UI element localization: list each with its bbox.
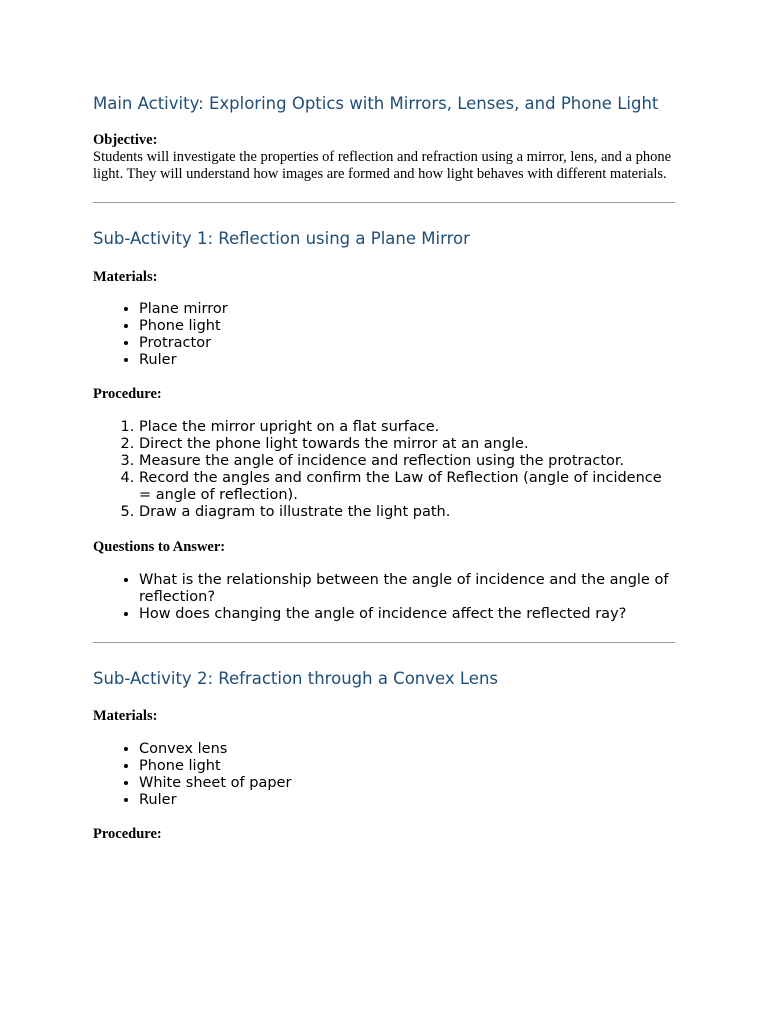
list-item: 4. Record the angles and confirm the Law of Reflection (angle of incidence = angle of reflection). xyxy=(139,470,675,504)
sub1-questions-label: Questions to Answer: xyxy=(93,538,226,555)
list-item: 1. Place the mirror upright on a flat surface. xyxy=(139,419,675,436)
list-item: 2. Direct the phone light towards the mirror at an angle. xyxy=(139,436,675,453)
sub2-procedure-label: Procedure: xyxy=(93,826,162,843)
main-activity-title: Main Activity: Exploring Optics with Mirrors, Lenses, and Phone Light xyxy=(93,94,659,113)
sub2-materials-list xyxy=(93,741,675,809)
list-item: • Ruler xyxy=(139,792,675,809)
list-item: • Plane mirror xyxy=(139,301,675,318)
objective-text: Students will investigate the properties of reflection and refraction using a mirror, lens, and a phone light. They will understand how images are formed and how light behaves with different materials. xyxy=(93,149,672,183)
sub1-materials-list xyxy=(93,301,675,369)
list-item: 3. Measure the angle of incidence and reflection using the protractor. xyxy=(139,453,675,470)
sub1-questions-list xyxy=(93,572,675,623)
sub1-materials-label: Materials: xyxy=(93,268,158,285)
list-item: • Convex lens xyxy=(139,741,675,758)
sub-activity-1-title: Sub-Activity 1: Reflection using a Plane Mirror xyxy=(93,228,470,248)
list-item: • What is the relationship between the angle of incidence and the angle of reflection? xyxy=(139,572,675,606)
objective-label: Objective: xyxy=(93,132,158,148)
list-item: • White sheet of paper xyxy=(139,775,675,792)
sub-activity-2-title: Sub-Activity 2: Refraction through a Convex Lens xyxy=(93,668,498,688)
list-item: • Protractor xyxy=(139,335,675,352)
sub1-procedure-list xyxy=(93,419,675,522)
sub2-materials-label: Materials: xyxy=(93,707,158,724)
list-item: 5. Draw a diagram to illustrate the light path. xyxy=(139,504,675,521)
list-item: • Phone light xyxy=(139,318,675,335)
sub1-procedure-label: Procedure: xyxy=(93,385,162,402)
list-item: • Ruler xyxy=(139,352,675,369)
list-item: • Phone light xyxy=(139,758,675,775)
document-page xyxy=(93,92,675,843)
list-item: • How does changing the angle of incidence affect the reflected ray? xyxy=(139,606,675,623)
